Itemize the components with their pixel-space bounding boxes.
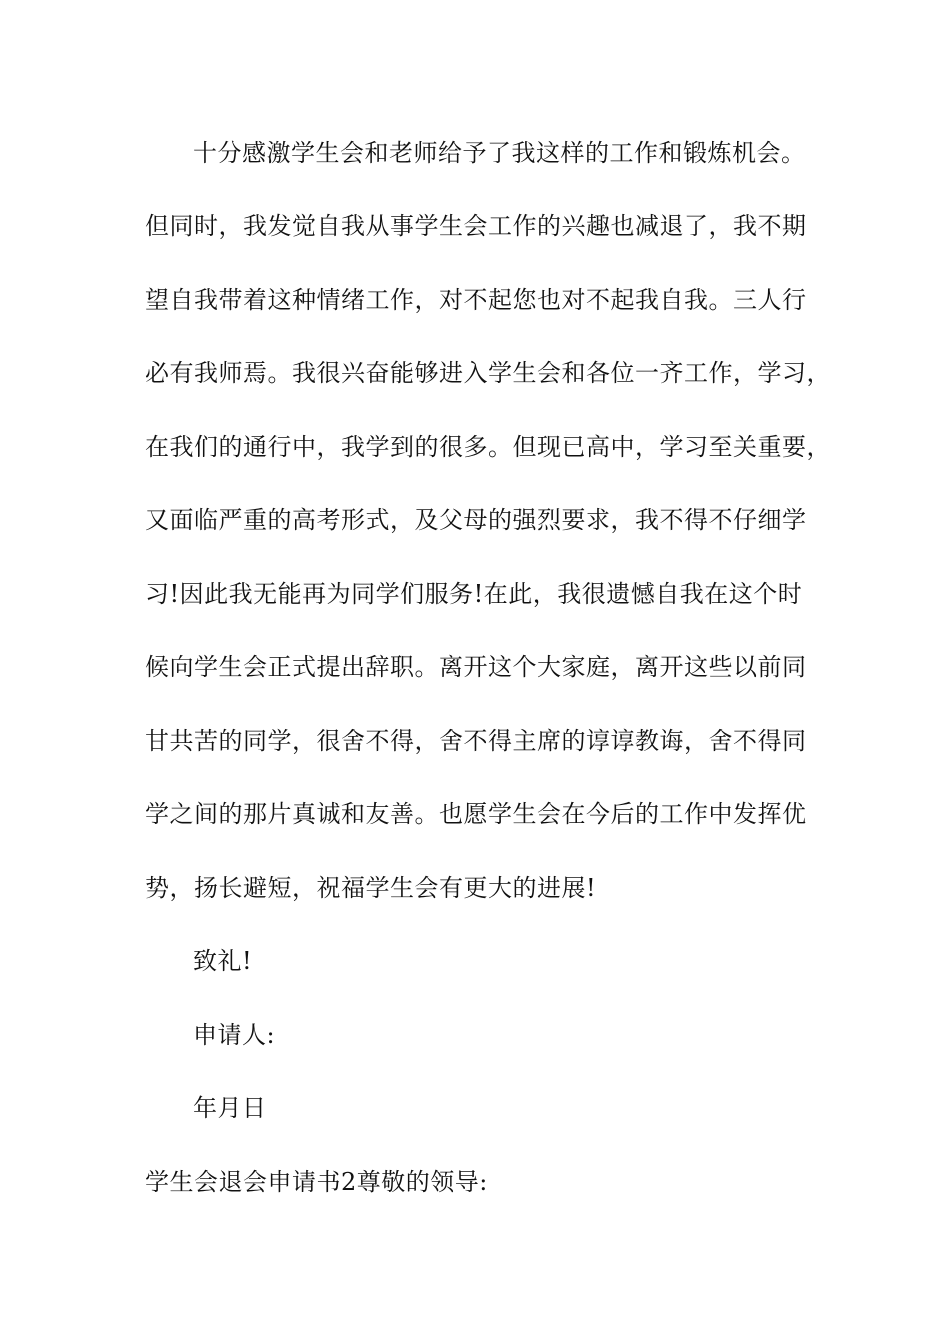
date-label: 年月日 — [193, 1094, 267, 1122]
body-line-11: 势，扬长避短，祝福学生会有更大的进展! — [145, 874, 597, 902]
next-letter-heading: 学生会退会申请书2尊敬的领导: — [145, 1168, 488, 1196]
body-line-3: 望自我带着这种情绪工作，对不起您也对不起我自我。三人行 — [145, 286, 807, 314]
body-line-4: 必有我师焉。我很兴奋能够进入学生会和各位一齐工作，学习， — [145, 359, 831, 387]
body-line-1: 十分感激学生会和老师给予了我这样的工作和锻炼机会。 — [193, 139, 806, 167]
body-line-2: 但同时，我发觉自我从事学生会工作的兴趣也减退了，我不期 — [145, 212, 807, 240]
body-line-5: 在我们的通行中，我学到的很多。但现已高中，学习至关重要， — [145, 433, 831, 461]
body-line-8: 候向学生会正式提出辞职。离开这个大家庭，离开这些以前同 — [145, 653, 807, 681]
closing-salutation: 致礼! — [193, 947, 253, 975]
body-line-10: 学之间的那片真诚和友善。也愿学生会在今后的工作中发挥优 — [145, 800, 807, 828]
body-line-9: 甘共苦的同学，很舍不得，舍不得主席的谆谆教诲，舍不得同 — [145, 727, 807, 755]
applicant-label: 申请人: — [193, 1021, 276, 1049]
body-line-6: 又面临严重的高考形式，及父母的强烈要求，我不得不仔细学 — [145, 506, 807, 534]
body-line-7: 习!因此我无能再为同学们服务!在此，我很遗憾自我在这个时 — [145, 580, 803, 608]
